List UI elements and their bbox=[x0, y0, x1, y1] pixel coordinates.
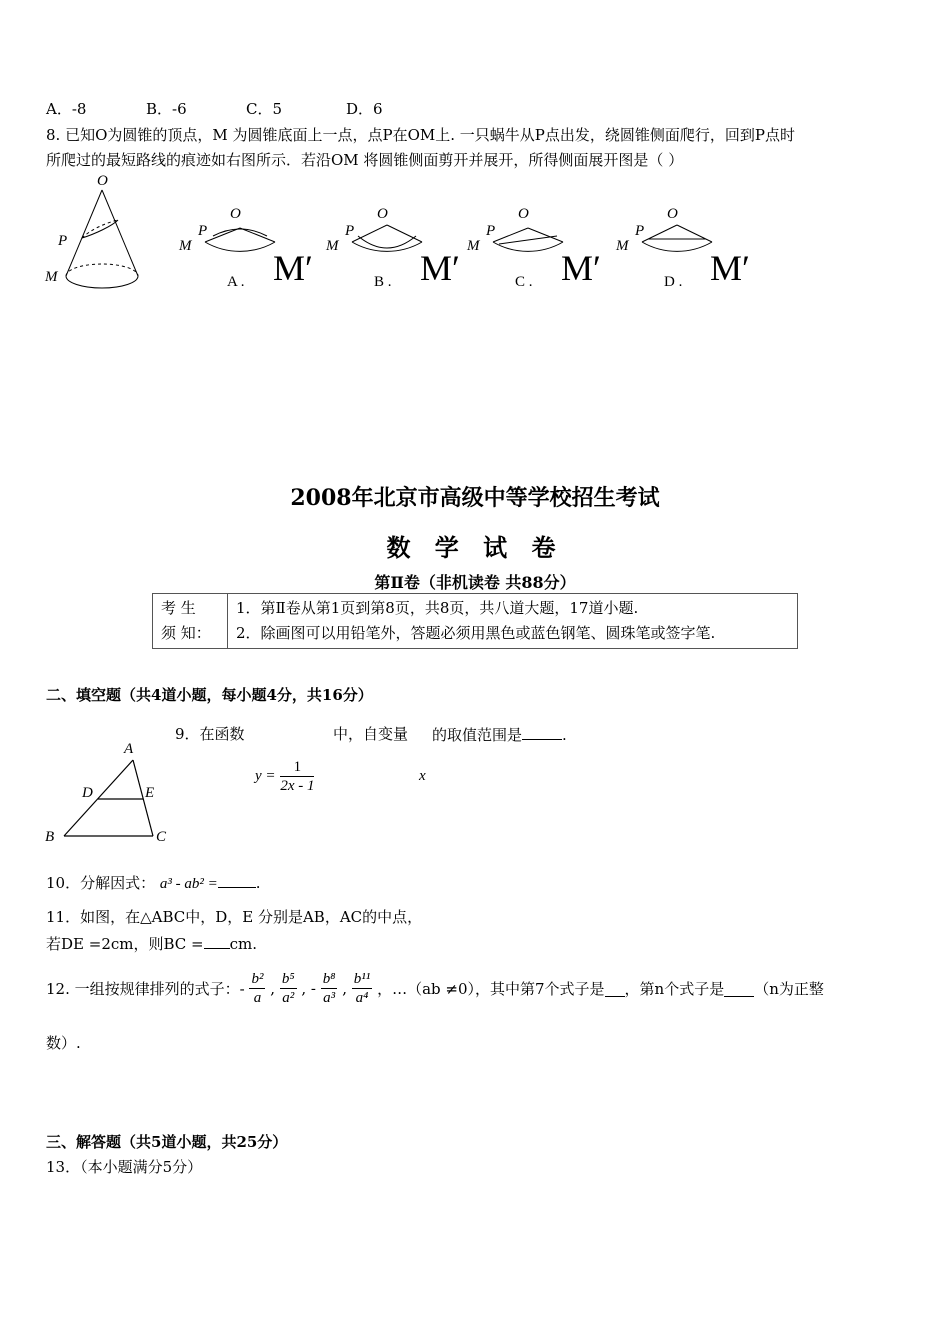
opt-b-p: P bbox=[345, 223, 355, 239]
exam-subtitle: 数 学 试 卷 bbox=[386, 533, 564, 562]
opt-d-m: M bbox=[616, 238, 629, 254]
q11-line2-a: 若DE =2cm，则BC = bbox=[46, 935, 204, 953]
opt-b-m-prime: M′ bbox=[420, 248, 460, 288]
q9-text-c-label: 的取值范围是 bbox=[432, 726, 523, 744]
notice-label-line1: 考 生 bbox=[161, 599, 196, 617]
q7-option-d: D．6 bbox=[346, 100, 383, 118]
notice-items bbox=[228, 594, 798, 649]
opt-a-m: M bbox=[179, 238, 192, 254]
q7-option-a: A．-8 bbox=[46, 100, 87, 118]
notice-item-2: 2．除画图可以用铅笔外，答题必须用黑色或蓝色钢笔、圆珠笔或签字笔. bbox=[236, 624, 716, 642]
cone-label-p: P bbox=[58, 233, 68, 249]
q9-end: . bbox=[562, 726, 567, 744]
q10-expr: a³ - ab² = bbox=[159, 876, 218, 892]
notice-label bbox=[153, 594, 228, 649]
q11-answer-blank[interactable] bbox=[204, 932, 230, 949]
opt-b-o: O bbox=[377, 206, 388, 222]
triangle-figure bbox=[40, 738, 175, 848]
q10-text: 10．分解因式： bbox=[46, 874, 156, 892]
q12-frac-2-num: b⁵ bbox=[281, 971, 295, 987]
q9-answer-blank[interactable] bbox=[522, 723, 562, 740]
q12-prefix: 12. 一组按规律排列的式子：- bbox=[46, 980, 245, 998]
q9-fraction bbox=[280, 758, 314, 795]
tri-label-a: A bbox=[124, 741, 134, 757]
opt-b-letter: B . bbox=[374, 274, 392, 290]
opt-c-letter: C . bbox=[515, 274, 533, 290]
opt-d-letter: D . bbox=[664, 274, 683, 290]
opt-d-m-prime: M′ bbox=[710, 248, 750, 288]
opt-d-o: O bbox=[667, 206, 678, 222]
opt-a-p: P bbox=[198, 223, 208, 239]
q9-text-b: 中，自变量 bbox=[333, 725, 409, 743]
q11-line1: 11．如图，在△ABC中，D，E 分别是AB，AC的中点， bbox=[46, 908, 423, 926]
q12-frac-1-den: a bbox=[253, 990, 262, 1006]
opt-a-m-prime: M′ bbox=[273, 248, 313, 288]
q8-option-a-figure bbox=[175, 200, 313, 295]
q13: 13．（本小题满分5分） bbox=[46, 1158, 203, 1176]
q12-sep-1: , bbox=[270, 979, 276, 998]
q8-option-d-figure bbox=[612, 200, 750, 295]
exam-part: 第Ⅱ卷（非机读卷 共88分） bbox=[374, 573, 576, 592]
q12-end: （n为正整 bbox=[754, 980, 824, 998]
q12-frac-3-den: a³ bbox=[323, 990, 336, 1006]
q10-answer-blank[interactable] bbox=[218, 871, 256, 888]
tri-label-b: B bbox=[45, 829, 55, 845]
cone-figure bbox=[40, 168, 150, 298]
opt-d-p: P bbox=[635, 223, 645, 239]
q12-frac-1 bbox=[249, 970, 265, 1007]
q12-frac-4-den: a⁴ bbox=[355, 990, 369, 1006]
tri-label-e: E bbox=[145, 785, 155, 801]
q12-frac-3-num: b⁸ bbox=[322, 971, 336, 987]
q8-line2: 所爬过的最短路线的痕迹如右图所示．若沿OM 将圆锥侧面剪开并展开，所得侧面展开图是（ ） bbox=[46, 151, 684, 169]
q12-frac-2-den: a² bbox=[282, 990, 295, 1006]
opt-a-o: O bbox=[230, 206, 241, 222]
q8-line1: 8. 已知O为圆锥的顶点，M 为圆锥底面上一点，点P在OM上. 一只蜗牛从P点出发，绕圆锥侧面爬行，回到P点时 bbox=[46, 126, 795, 144]
q12-mid2: ，第n个式子是 bbox=[624, 980, 725, 998]
cone-label-m: M bbox=[45, 269, 58, 285]
q12-frac-4-num: b¹¹ bbox=[353, 971, 371, 987]
opt-c-p: P bbox=[486, 223, 496, 239]
exam-title: 2008年北京市高级中等学校招生考试 bbox=[290, 485, 660, 511]
cone-label-o: O bbox=[97, 173, 108, 189]
q7-option-b: B．-6 bbox=[146, 100, 187, 118]
opt-c-m-prime: M′ bbox=[561, 248, 601, 288]
q8-option-b-figure bbox=[322, 200, 460, 295]
section3-heading: 三、解答题（共5道小题，共25分） bbox=[46, 1133, 288, 1151]
q8-option-c-figure bbox=[463, 200, 601, 295]
q12-frac-2 bbox=[280, 970, 297, 1007]
q7-option-c: C．5 bbox=[246, 100, 283, 118]
notice-table bbox=[152, 593, 798, 649]
opt-a-letter: A . bbox=[227, 274, 245, 290]
q12-mid: ，…（ab ≠0），其中第7个式子是 bbox=[377, 980, 605, 998]
opt-b-m: M bbox=[326, 238, 339, 254]
opt-c-o: O bbox=[518, 206, 529, 222]
q12-sep-2: , - bbox=[301, 979, 316, 998]
q9-variable: x bbox=[419, 768, 426, 784]
q12-frac-3 bbox=[321, 970, 338, 1007]
q12-sep-3: , bbox=[342, 979, 347, 998]
tri-label-d: D bbox=[82, 785, 93, 801]
q12-line2: 数）. bbox=[46, 1034, 81, 1052]
tri-label-c: C bbox=[156, 829, 167, 845]
q9-function bbox=[255, 758, 314, 795]
q11-line2-b: cm. bbox=[229, 935, 258, 953]
opt-c-m: M bbox=[467, 238, 480, 254]
q10 bbox=[46, 871, 261, 893]
q9-func-lhs: y = bbox=[255, 768, 276, 784]
notice-item-1: 1．第Ⅱ卷从第1页到第8页，共8页，共八道大题，17道小题. bbox=[236, 599, 639, 617]
q9-text-a: 9．在函数 bbox=[175, 725, 245, 743]
q12-frac-1-num: b² bbox=[251, 971, 264, 987]
q12-answer-blank-2[interactable] bbox=[724, 980, 754, 997]
q9-func-num: 1 bbox=[280, 758, 314, 777]
notice-label-line2: 须 知： bbox=[161, 624, 211, 642]
q12-frac-4 bbox=[352, 970, 373, 1007]
q12-line1 bbox=[46, 970, 824, 1007]
q11-line2 bbox=[46, 932, 257, 954]
q9-text-c bbox=[432, 723, 567, 745]
q10-end: . bbox=[255, 874, 261, 892]
section2-heading: 二、填空题（共4道小题，每小题4分，共16分） bbox=[46, 686, 373, 704]
q9-func-den: 2x - 1 bbox=[280, 778, 315, 794]
q12-answer-blank-1[interactable] bbox=[605, 980, 625, 997]
